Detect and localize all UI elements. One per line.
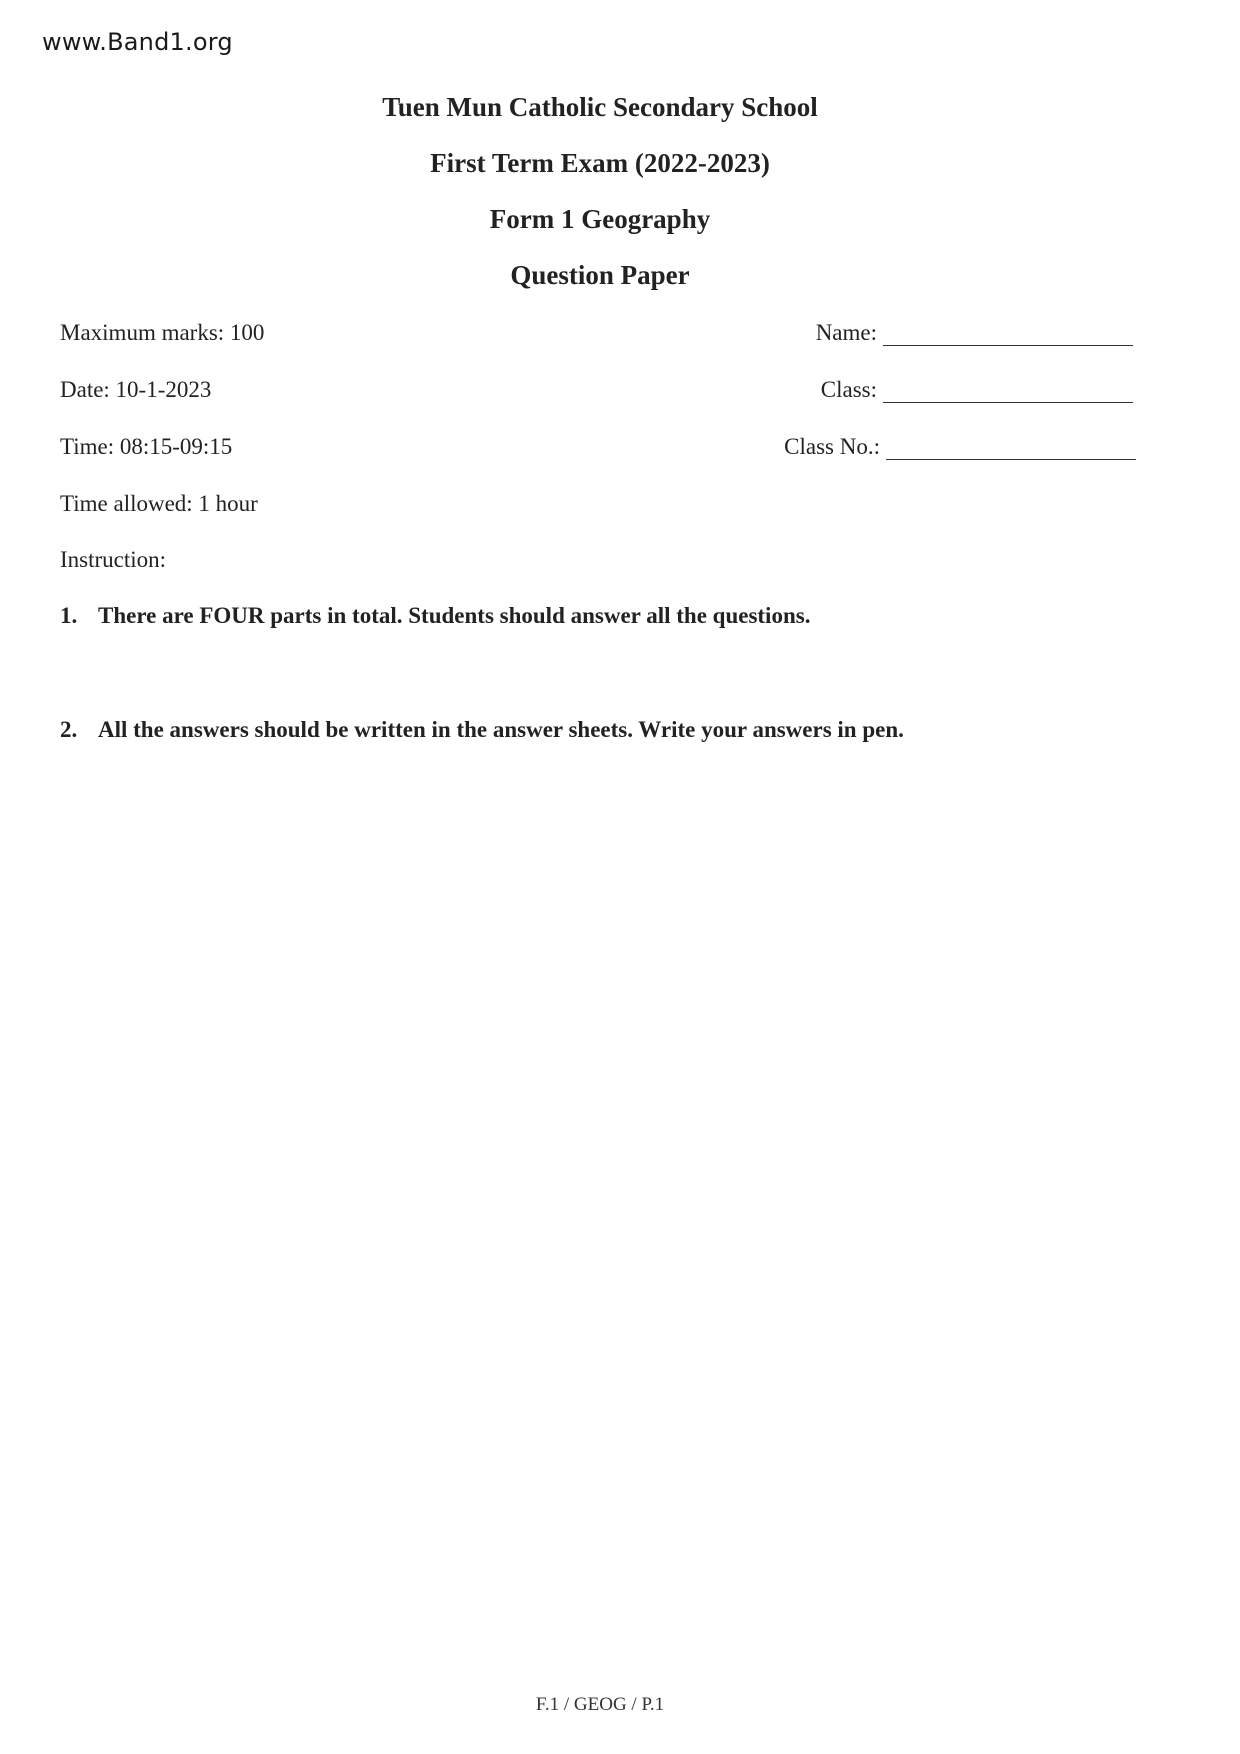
max-marks: Maximum marks: 100: [60, 320, 265, 345]
time-allowed: Time allowed: 1 hour: [60, 491, 258, 516]
instruction-item: [60, 603, 810, 629]
instruction-text: There are FOUR parts in total. Students should answer all the questions.: [98, 603, 811, 628]
exam-title: First Term Exam (2022-2023): [430, 148, 770, 178]
page-footer: F.1 / GEOG / P.1: [535, 1694, 665, 1715]
class-label: Class:: [820, 377, 877, 402]
name-field: [816, 320, 1133, 346]
instruction-number: 1.: [60, 603, 78, 628]
instruction-item: [60, 717, 904, 743]
instruction-label: Instruction:: [60, 547, 167, 572]
class-no-field: [784, 434, 1136, 460]
instruction-text: All the answers should be written in the answer sheets. Write your answers in pen.: [98, 717, 904, 742]
name-label: Name:: [815, 320, 877, 345]
school-name: Tuen Mun Catholic Secondary School: [382, 92, 818, 122]
paper-title: Question Paper: [510, 260, 690, 290]
class-no-blank-line: [886, 437, 1136, 460]
instruction-number: 2.: [60, 717, 78, 742]
class-blank-line: [883, 380, 1133, 403]
subject-title: Form 1 Geography: [489, 204, 711, 234]
class-field: [821, 377, 1133, 403]
name-blank-line: [883, 323, 1133, 346]
watermark-url: www.Band1.org: [42, 28, 233, 56]
class-no-label: Class No.:: [784, 434, 880, 459]
exam-time: Time: 08:15-09:15: [60, 434, 233, 459]
exam-date: Date: 10-1-2023: [60, 377, 212, 402]
